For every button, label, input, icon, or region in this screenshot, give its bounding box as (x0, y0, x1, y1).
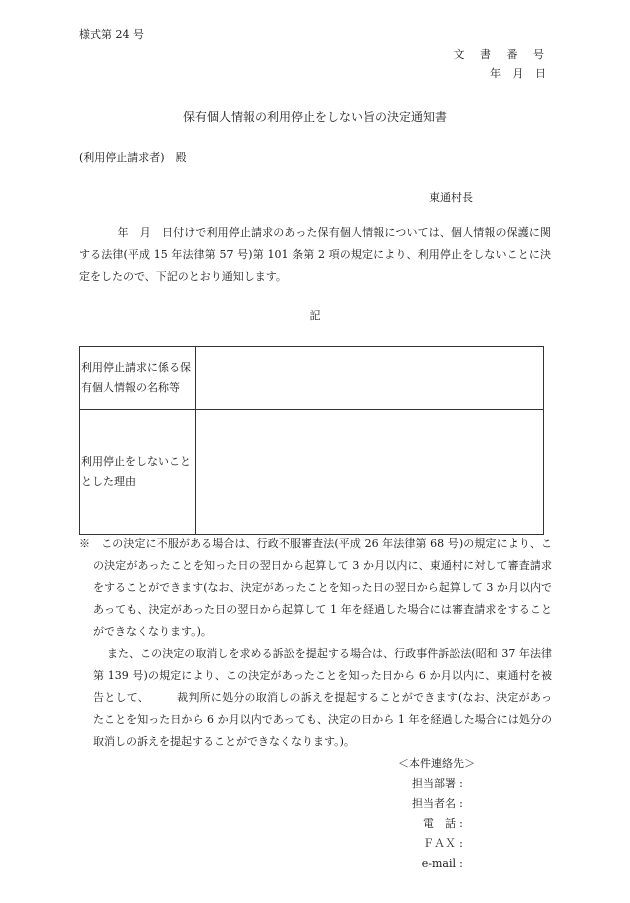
sender: 東通村長 (429, 191, 473, 204)
info-table (79, 346, 544, 535)
contact-block (400, 754, 560, 874)
table-value-info-name (196, 347, 544, 410)
contact-value (466, 834, 560, 854)
contact-label: 電 話 (423, 817, 456, 830)
table-row (80, 410, 544, 535)
lawsuit-note: また、この決定の取消しを求める訴訟を提起する場合は、行政事件訴訟法(昭和 37 年法律第 139 号)の規定により、この決定があったことを知った日から 6 か月以内に、東通村を被告として、 裁判所に処分の取消しの訴えを提起することができます(なお、決定があったことを知った日から 6 か月以内であっても、決定の日から 1 年を経過した場合には処分の取消しの訴えを提起することができなくなります。)。 (93, 647, 552, 748)
contact-colon: : (459, 857, 463, 870)
addressee: (利用停止請求者) 殿 (79, 151, 187, 164)
contact-value (466, 794, 560, 814)
contact-colon: : (459, 797, 463, 810)
contact-value (466, 774, 560, 794)
contact-label: 担当部署 (412, 777, 456, 790)
contact-heading: ＜本件連絡先＞ (398, 757, 475, 770)
body-paragraph: 年 月 日付けで利用停止請求のあった保有個人情報については、個人情報の保護に関する法律(平成 15 年法律第 57 号)第 101 条第 2 項の規定により、利用停止をしないことに決定をしたので、下記のとおり通知します。 (79, 226, 551, 283)
table-row (80, 347, 544, 410)
contact-value (466, 854, 560, 874)
document-date-label: 年 月 日 (490, 67, 550, 80)
contact-row-department (400, 774, 560, 794)
contact-label: 担当者名 (412, 797, 456, 810)
contact-row-fax (400, 834, 560, 854)
form-number: 様式第 24 号 (79, 28, 144, 41)
contact-colon: : (459, 837, 463, 850)
table-value-reason (196, 410, 544, 535)
contact-colon: : (459, 777, 463, 790)
notes-section (79, 533, 552, 753)
document-number-label: 文 書 番 号 (453, 48, 550, 61)
contact-row-email (400, 854, 560, 874)
table-label-info-name: 利用停止請求に係る保有個人情報の名称等 (80, 347, 196, 410)
table-label-reason: 利用停止をしないこととした理由 (80, 410, 196, 535)
contact-row-person (400, 794, 560, 814)
appeal-note: ※ この決定に不服がある場合は、行政不服審査法(平成 26 年法律第 68 号)の規定により、この決定があったことを知った日の翌日から起算して 3 か月以内に、東通村に対して審査請求をすることができます(なお、決定があったことを知った日の翌日から起算して 3 か月以内であっても、決定があった日の翌日から起算して 1 年を経過した場合には審査請求をすることができなくなります。)。 (79, 537, 552, 638)
contact-value (466, 814, 560, 834)
contact-label: e-mail (421, 857, 456, 870)
contact-colon: : (459, 817, 463, 830)
contact-label: ＦＡＸ (423, 837, 456, 850)
contact-row-phone (400, 814, 560, 834)
ki-heading: 記 (309, 309, 321, 322)
document-title: 保有個人情報の利用停止をしない旨の決定通知書 (182, 110, 447, 124)
